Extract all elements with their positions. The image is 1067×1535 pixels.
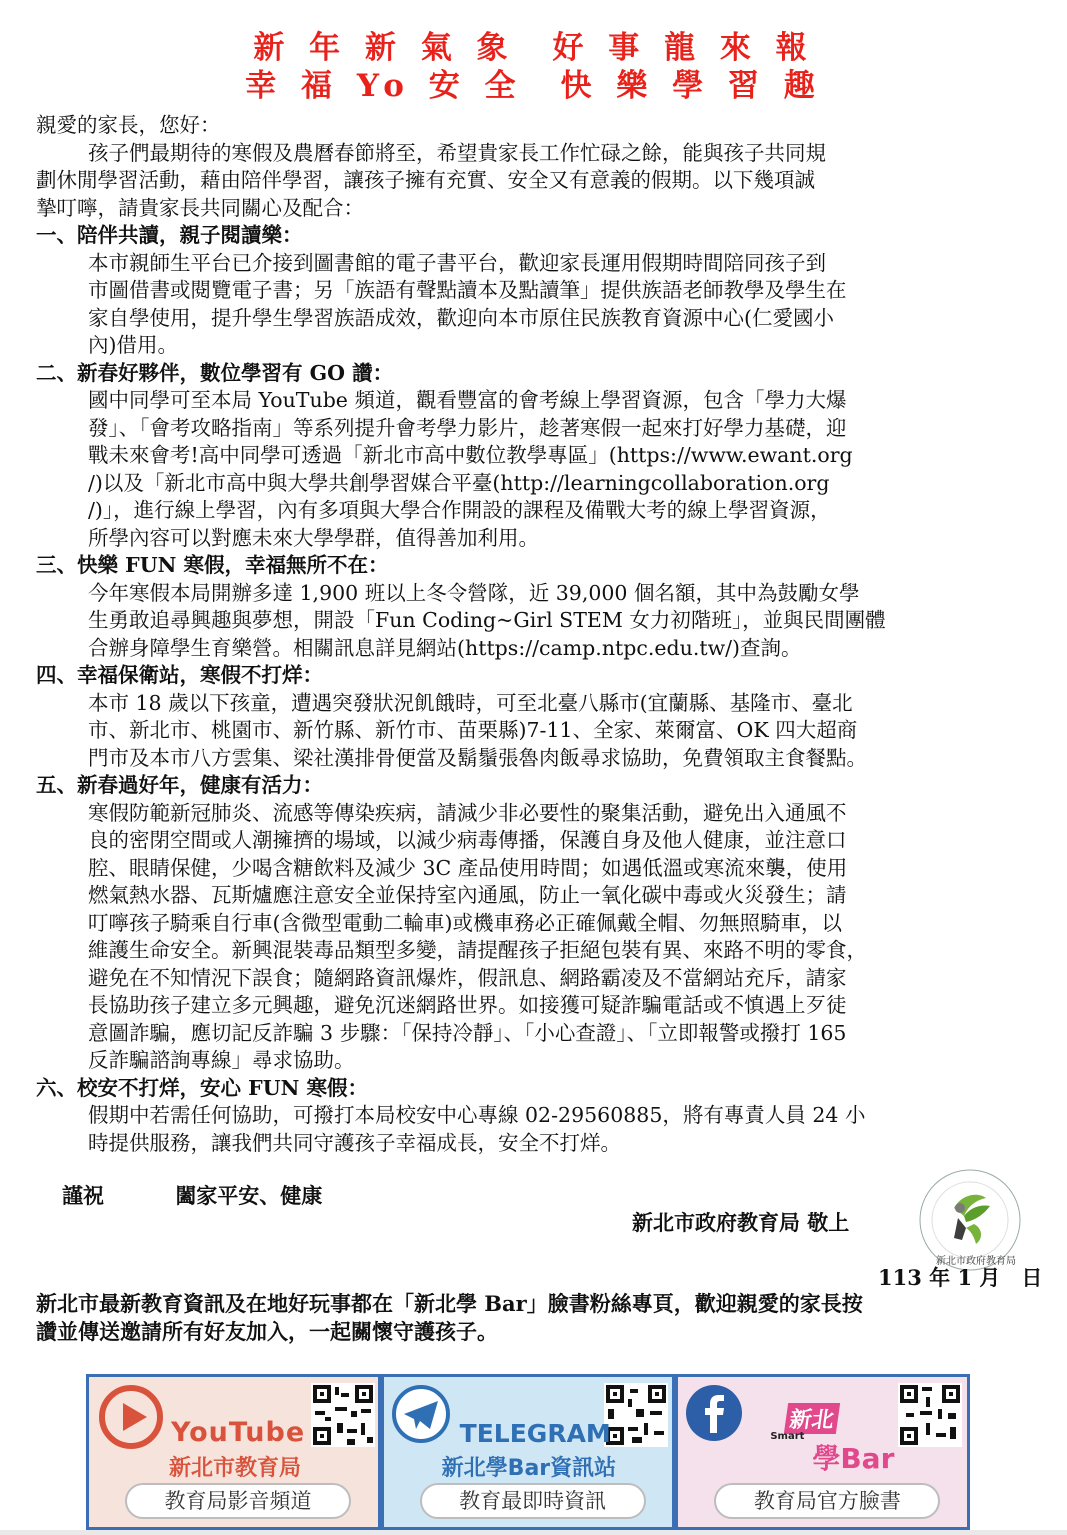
section-line: 本市親師生平台已介接到圖書館的電子書平台，歡迎家長運用假期時間陪同孩子到 bbox=[88, 250, 826, 275]
section-line: 意圖詐騙，應切記反詐騙 3 步驟：「保持冷靜」、「小心查證」、「立即報警或撥打 165 bbox=[88, 1020, 847, 1045]
section-line: 國中同學可至本局 YouTube 頻道，觀看豐富的會考線上學習資源，包含「學力大爆 bbox=[88, 388, 847, 412]
banner-subtitle: 新北市教育局 bbox=[169, 1456, 302, 1481]
section-line: 市、新北市、桃園市、新竹縣、新竹市、苗栗縣)7-11、全家、萊爾富、OK 四大超商 bbox=[88, 718, 858, 742]
play-icon bbox=[99, 1385, 163, 1453]
title-line-1: 新 年 新 氣 象 好 事 龍 來 報 bbox=[253, 30, 814, 66]
section-heading: 一、陪伴共讀，親子閱讀樂： bbox=[36, 223, 303, 247]
intro-line: 孩子們最期待的寒假及農曆春節將至，希望貴家長工作忙碌之餘，能與孩子共同規 bbox=[88, 140, 826, 165]
section-line: 長協助孩子建立多元興趣，避免沉迷網路世界。如接獲可疑詐騙電話或不慎遇上歹徒 bbox=[88, 993, 847, 1017]
section-line: /)」，進行線上學習，內有多項與大學合作開設的課程及備戰大考的線上學習資源， bbox=[88, 498, 831, 522]
section-heading: 六、校安不打烊，安心 FUN 寒假： bbox=[36, 1075, 368, 1100]
section-line: 腔、眼睛保健，少喝含糖飲料及減少 3C 產品使用時間；如遇低溫或寒流來襲，使用 bbox=[88, 855, 848, 880]
qr-code-icon bbox=[311, 1383, 375, 1447]
paper-plane-icon bbox=[392, 1385, 450, 1447]
letter-date: 113 年 1 月 日 bbox=[878, 1265, 1043, 1290]
section-line: 時提供服務，讓我們共同守護孩子幸福成長，安全不打烊。 bbox=[88, 1130, 621, 1155]
greeting: 親愛的家長，您好： bbox=[36, 113, 221, 137]
section-line: 寒假防範新冠肺炎、流感等傳染疾病，請減少非必要性的聚集活動，避免出入通風不 bbox=[88, 800, 847, 825]
closing-right: 闔家平安、健康 bbox=[175, 1183, 323, 1208]
facebook-note bbox=[36, 1290, 1031, 1346]
section-heading: 五、新春過好年，健康有活力： bbox=[36, 773, 323, 797]
section-line: 生勇敢追尋興趣與夢想，開設「Fun Coding~Girl STEM 女力初階班」，並與民間團體 bbox=[88, 608, 886, 632]
banner-title: YouTube bbox=[171, 1417, 306, 1448]
telegram-banner[interactable] bbox=[381, 1374, 676, 1530]
section-line: 良的密閉空間或人潮擁擠的場域，以減少病毒傳播，保護自身及他人健康，並注意口 bbox=[88, 828, 847, 852]
social-banners bbox=[86, 1374, 970, 1530]
letter-body bbox=[36, 112, 1026, 1157]
section-line: 避免在不知情況下誤食；隨網路資訊爆炸，假訊息、網路霸凌及不當網站充斥，請家 bbox=[88, 965, 847, 990]
section-line: 所學內容可以對應未來大學學群，值得善加利用。 bbox=[88, 525, 539, 550]
qr-code-icon bbox=[604, 1383, 668, 1447]
closing-left: 謹祝 bbox=[62, 1183, 104, 1208]
youtube-banner[interactable] bbox=[86, 1374, 381, 1530]
facebook-note-line: 新北市最新教育資訊及在地好玩事都在「新北學 Bar」臉書粉絲專頁，歡迎親愛的家長按 bbox=[36, 1291, 863, 1316]
banner-title-small: Smart bbox=[770, 1431, 805, 1442]
facebook-page-button[interactable]: 教育局官方臉書 bbox=[714, 1483, 940, 1519]
education-bureau-seal-icon bbox=[918, 1168, 1022, 1272]
section-line: 叮嚀孩子騎乘自行車(含微型電動二輪車)或機車務必正確佩戴全帽、勿無照騎車，以 bbox=[88, 910, 842, 935]
section-line: 維護生命安全。新興混裝毒品類型多變，請提醒孩子拒絕包裝有異、來路不明的零食， bbox=[88, 938, 867, 962]
title-line-2: 幸 福 Yo 安 全 快 樂 學 習 趣 bbox=[245, 68, 822, 104]
facebook-icon bbox=[684, 1383, 744, 1447]
section-line: 反詐騙諮詢專線」尋求協助。 bbox=[88, 1048, 355, 1072]
intro-line: 摯叮嚀，請貴家長共同關心及配合： bbox=[36, 195, 364, 220]
facebook-banner[interactable] bbox=[675, 1374, 970, 1530]
section-line: 發」、「會考攻略指南」等系列提升會考學力影片，趁著寒假一起來打好學力基礎，迎 bbox=[88, 415, 847, 440]
section-line: 戰未來會考!高中同學可透過「新北市高中數位教學專區」(https://www.ewant.org bbox=[88, 443, 853, 467]
section-line: 今年寒假本局開辦多達 1,900 班以上冬令營隊，近 39,000 個名額，其中為鼓勵女學 bbox=[88, 580, 860, 605]
intro-line: 劃休閒學習活動，藉由陪伴學習，讓孩子擁有充實、安全又有意義的假期。以下幾項誠 bbox=[36, 168, 815, 192]
section-line: 門市及本市八方雲集、梁社漢排骨便當及鬍鬚張魯肉飯尋求協助，免費領取主食餐點。 bbox=[88, 745, 867, 770]
youtube-channel-button[interactable]: 教育局影音頻道 bbox=[125, 1483, 351, 1519]
seal-text: 新北市政府教育局 bbox=[936, 1256, 1016, 1267]
section-heading: 四、幸福保衛站，寒假不打烊： bbox=[36, 663, 323, 687]
qr-code-icon bbox=[898, 1383, 962, 1447]
section-line: 燃氣熱水器、瓦斯爐應注意安全並保持室內通風，防止一氧化碳中毒或火災發生；請 bbox=[88, 883, 847, 907]
section-line: 家自學使用，提升學生學習族語成效，歡迎向本市原住民族教育資源中心(仁愛國小 bbox=[88, 305, 834, 330]
banner-title-2: 學Bar bbox=[812, 1442, 895, 1475]
section-line: 合辦身障學生育樂營。相關訊息詳見網站(https://camp.ntpc.edu.tw/)查詢。 bbox=[88, 635, 802, 660]
section-heading: 二、新春好夥伴，數位學習有 GO 讚： bbox=[36, 360, 394, 385]
section-line: 本市 18 歲以下孩童，遭遇突發狀況飢餓時，可至北臺八縣市(宜蘭縣、基隆市、臺北 bbox=[88, 690, 853, 715]
closing bbox=[62, 1180, 386, 1210]
bottom-scroll-bar bbox=[0, 1530, 1067, 1535]
section-line: 市圖借書或閱覽電子書；另「族語有聲點讀本及點讀筆」提供族語老師教學及學生在 bbox=[88, 278, 847, 302]
banner-subtitle: 新北學Bar資訊站 bbox=[441, 1456, 617, 1481]
banner-title: 新北 bbox=[784, 1403, 840, 1434]
section-line: 內)借用。 bbox=[88, 333, 178, 357]
section-line: 假期中若需任何協助，可撥打本局校安中心專線 02-29560885，將有專責人員 24 小 bbox=[88, 1103, 866, 1127]
section-line: /)以及「新北市高中與大學共創學習媒合平臺(http://learningcollaboration.org bbox=[88, 470, 830, 495]
section-heading: 三、快樂 FUN 寒假，幸福無所不在： bbox=[36, 553, 389, 577]
facebook-note-line: 讚並傳送邀請所有好友加入，一起關懷守護孩子。 bbox=[36, 1319, 498, 1344]
banner-title: TELEGRAM bbox=[459, 1419, 611, 1448]
telegram-info-button[interactable]: 教育最即時資訊 bbox=[420, 1483, 646, 1519]
signer: 新北市政府教育局 敬上 bbox=[632, 1210, 850, 1235]
